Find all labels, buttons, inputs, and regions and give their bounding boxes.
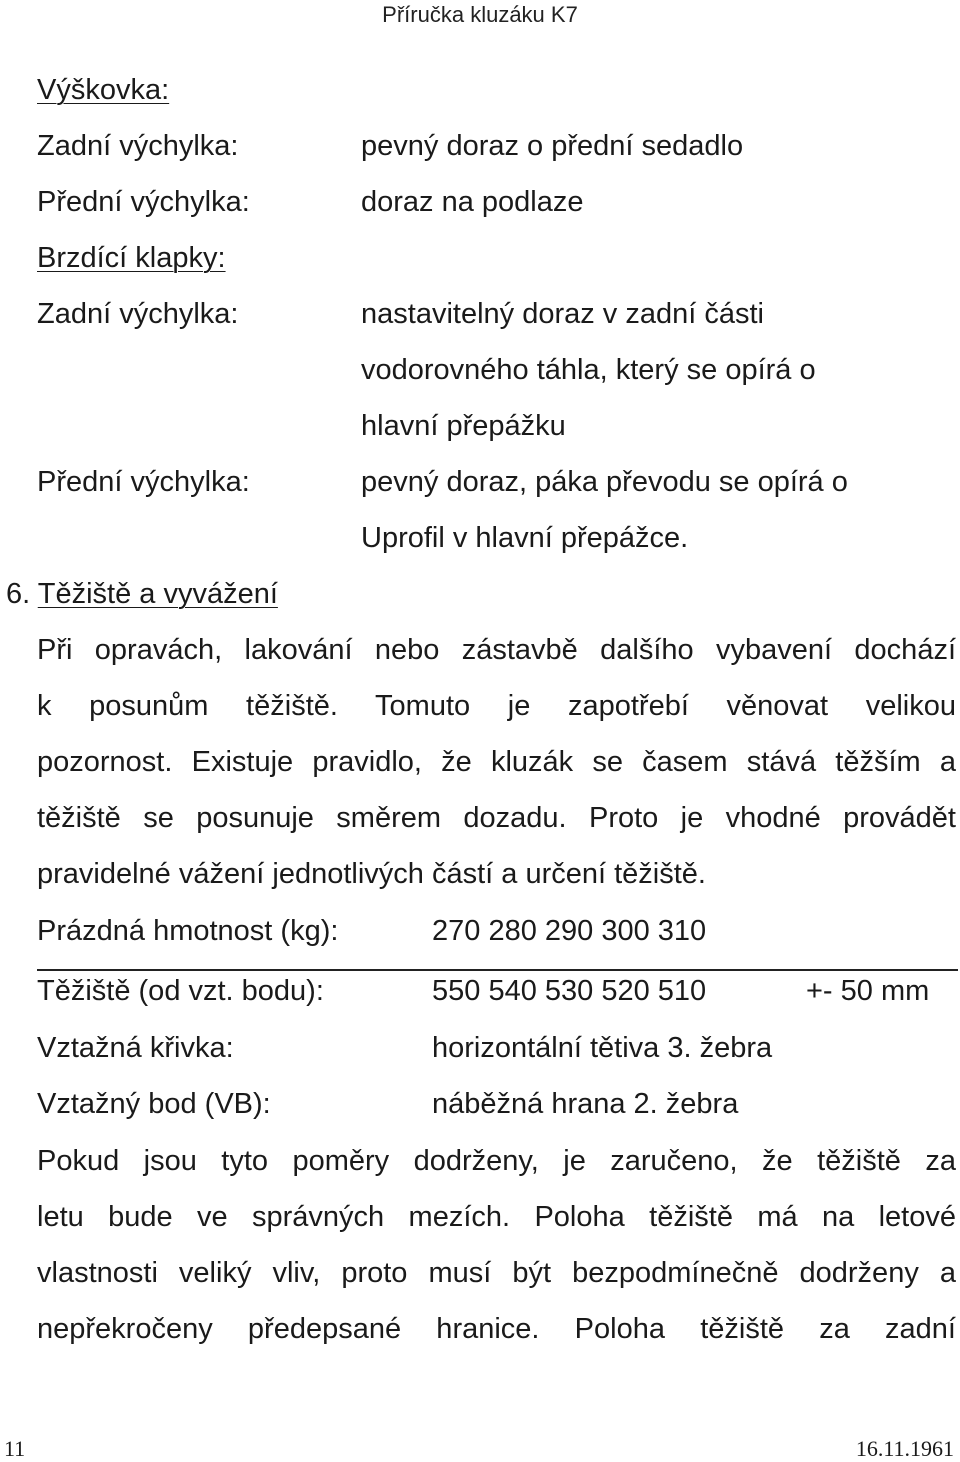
paragraph-line: vlastnosti veliký vliv, proto musí být bezpodmínečně dodrženy a <box>37 1257 956 1289</box>
paragraph-line: k posunům těžiště. Tomuto je zapotřebí věnovat velikou <box>37 690 956 722</box>
paragraph-line: těžiště se posunuje směrem dozadu. Proto je vhodné provádět <box>37 802 956 834</box>
airbrakes-rear-line: vodorovného táhla, který se opírá o <box>361 354 816 386</box>
ref-curve-value: horizontální tětiva 3. žebra <box>432 1032 773 1064</box>
elevator-rear-value: pevný doraz o přední sedadlo <box>361 130 744 162</box>
mass-label: Prázdná hmotnost (kg): <box>37 915 339 947</box>
cg-label: Těžiště (od vzt. bodu): <box>37 975 324 1007</box>
page-header: Příručka kluzáku K7 <box>382 2 578 27</box>
section-heading <box>6 576 278 612</box>
section-title: Těžiště a vyvážení <box>37 578 278 610</box>
section-number: 6. <box>6 578 31 610</box>
airbrakes-rear-line: hlavní přepážku <box>361 410 566 442</box>
ref-curve-label: Vztažná křivka: <box>37 1032 234 1064</box>
airbrakes-heading: Brzdící klapky: <box>37 242 226 274</box>
paragraph-line: Pokud jsou tyto poměry dodrženy, je zaručeno, že těžiště za <box>37 1145 956 1177</box>
elevator-rear-label: Zadní výchylka: <box>37 130 239 162</box>
paragraph-line: pravidelné vážení jednotlivých částí a určení těžiště. <box>37 858 706 890</box>
elevator-heading: Výškovka: <box>37 74 170 106</box>
ref-point-label: Vztažný bod (VB): <box>37 1088 271 1120</box>
table-divider <box>37 969 958 971</box>
cg-values: 550 540 530 520 510 <box>432 975 707 1007</box>
paragraph-line: Při opravách, lakování nebo zástavbě dalšího vybavení dochází <box>37 634 956 666</box>
airbrakes-front-label: Přední výchylka: <box>37 466 250 498</box>
elevator-front-label: Přední výchylka: <box>37 186 250 218</box>
airbrakes-rear-label: Zadní výchylka: <box>37 298 239 330</box>
paragraph-line: nepřekročeny předepsané hranice. Poloha těžiště za zadní <box>37 1313 956 1345</box>
page-number: 11 <box>4 1436 26 1461</box>
paragraph-line: letu bude ve správných mezích. Poloha těžiště má na letové <box>37 1201 956 1233</box>
airbrakes-rear-line: nastavitelný doraz v zadní části <box>361 298 764 330</box>
airbrakes-front-line: Uprofil v hlavní přepážce. <box>361 522 689 554</box>
footer-date: 16.11.1961 <box>855 1436 954 1461</box>
cg-tolerance: +- 50 mm <box>806 975 930 1007</box>
airbrakes-front-line: pevný doraz, páka převodu se opírá o <box>361 466 848 498</box>
elevator-front-value: doraz na podlaze <box>361 186 584 218</box>
elevator-rear-row <box>37 128 238 164</box>
paragraph-line: pozornost. Existuje pravidlo, že kluzák se časem stává těžším a <box>37 746 956 778</box>
ref-point-value: náběžná hrana 2. žebra <box>432 1088 739 1120</box>
mass-values: 270 280 290 300 310 <box>432 915 707 947</box>
